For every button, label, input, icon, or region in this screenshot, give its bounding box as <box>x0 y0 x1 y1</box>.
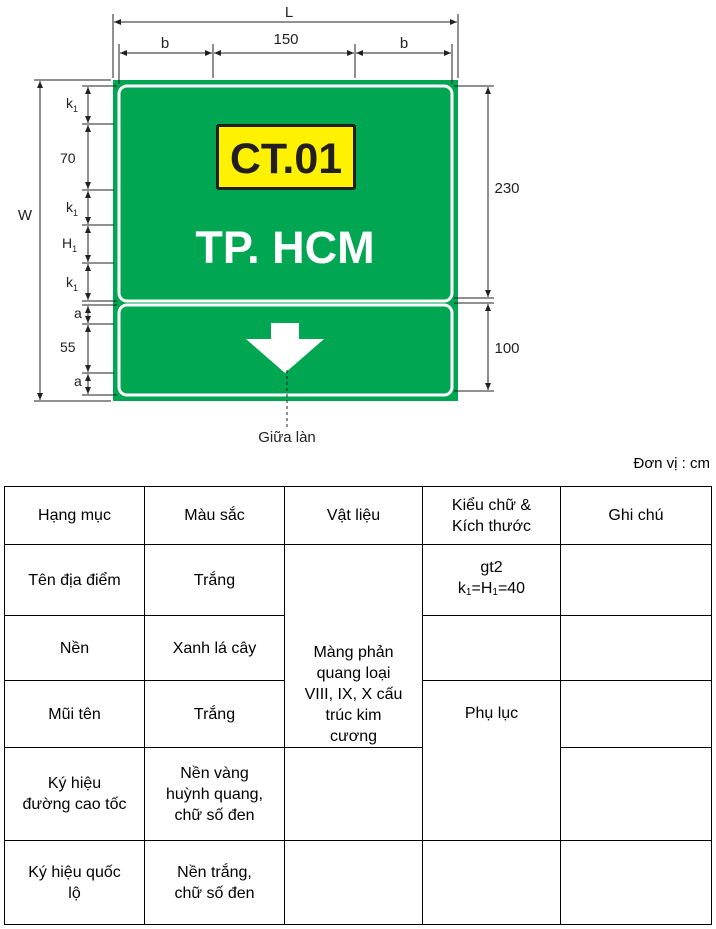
sign-diagram <box>0 0 716 450</box>
font-name: gt2 <box>480 559 503 576</box>
row-color: Nền vàng huỳnh quang, chữ số đen <box>145 748 285 841</box>
note-cell <box>561 545 712 616</box>
row-item: Ký hiệu đường cao tốc <box>5 748 145 841</box>
dim-L: L <box>284 4 294 21</box>
dim-150: 150 <box>273 31 299 48</box>
sign-board <box>113 80 458 401</box>
row-item: Ký hiệu quốc lộ <box>5 841 145 925</box>
lane-center-label: Giữa làn <box>258 429 316 446</box>
note-cell <box>561 748 712 841</box>
header-item: Hạng mục <box>5 487 145 545</box>
dim-H1: $H_1$ <box>62 235 78 254</box>
header-font: Kiểu chữ & Kích thước <box>423 487 561 545</box>
header-material: Vật liệu <box>285 487 423 545</box>
dim-a-top: a <box>74 305 82 321</box>
dim-k1-bottom: $k_1$ <box>66 274 79 293</box>
header-note: Ghi chú <box>561 487 712 545</box>
dim-b-left: b <box>160 35 170 52</box>
font-cell <box>423 841 561 925</box>
dim-k1-top: $k_1$ <box>66 95 79 114</box>
table-header-row <box>5 487 712 545</box>
dim-a-bottom: a <box>74 373 82 389</box>
expressway-badge <box>216 124 356 190</box>
row-item: Tên địa điểm <box>5 545 145 616</box>
dim-k1-mid: $k_1$ <box>66 199 79 218</box>
spec-table <box>4 486 712 925</box>
row-item: Nền <box>5 616 145 681</box>
row-color: Trắng <box>145 681 285 748</box>
note-cell <box>561 841 712 925</box>
table-row <box>5 748 712 841</box>
unit-note: Đơn vị : cm <box>633 455 710 472</box>
dim-230: 230 <box>494 180 520 197</box>
dim-70: 70 <box>60 150 76 166</box>
note-cell <box>561 616 712 681</box>
dim-55: 55 <box>60 339 76 355</box>
row-item: Mũi tên <box>5 681 145 748</box>
material-cell: Màng phản quang loại VIII, IX, X cấu trúc kim cương <box>285 545 423 748</box>
expressway-code: CT.01 <box>229 135 343 183</box>
material-cell-blank <box>285 748 423 841</box>
font-size-cell <box>423 545 561 616</box>
dim-100: 100 <box>494 340 520 357</box>
font-size-value: $k_1=H_1=40$ <box>457 580 526 598</box>
appendix-cell: Phụ lục <box>423 681 561 841</box>
font-cell <box>423 616 561 681</box>
dim-b-right: b <box>399 35 409 52</box>
row-color: Xanh lá cây <box>145 616 285 681</box>
table-row <box>5 545 712 616</box>
right-dimensions <box>454 86 494 391</box>
material-cell-blank <box>285 841 423 925</box>
table-row <box>5 841 712 925</box>
row-color: Trắng <box>145 545 285 616</box>
dim-W: W <box>17 207 33 224</box>
place-name: TP. HCM <box>195 222 375 273</box>
header-color: Màu sắc <box>145 487 285 545</box>
row-color: Nền trắng, chữ số đen <box>145 841 285 925</box>
note-cell <box>561 681 712 748</box>
